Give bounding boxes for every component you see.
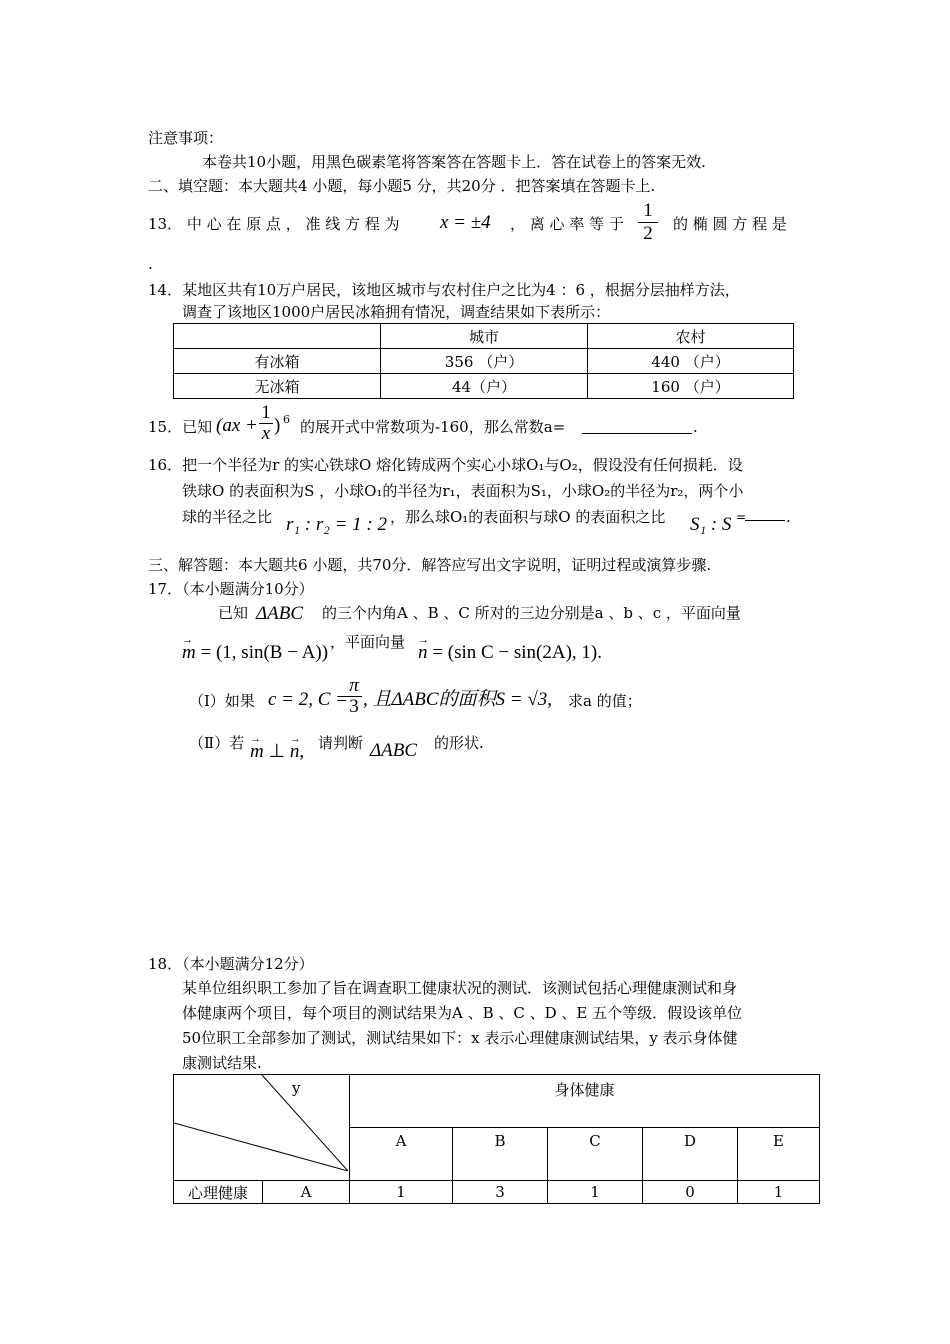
q16-answer-blank[interactable] (745, 520, 785, 521)
notice-title: 注意事项： (148, 129, 224, 147)
column-header: D (643, 1128, 738, 1181)
vector-m-expression: = (1, sin(B − A)) (200, 642, 329, 663)
q18-line2: 体健康两个项目，每个项目的测试结果为A 、B 、C 、D 、E 五个等级．假设该单位 (182, 1004, 743, 1022)
q15-expr-a: (ax + (216, 415, 258, 436)
corner-diagonal-lines (174, 1075, 348, 1171)
column-header: B (453, 1128, 548, 1181)
vector-m-symbol: → m (250, 742, 264, 762)
q13-eccentricity-fraction (638, 200, 658, 245)
q15-answer-blank[interactable] (582, 433, 692, 434)
q16-ratio2: S₁ : S (690, 514, 732, 535)
table-corner-cell (174, 1075, 350, 1181)
row-label: A (263, 1181, 350, 1204)
vector-m-symbol: → m (182, 643, 196, 663)
q15-text: 的展开式中常数项为-160，那么常数a= (300, 418, 566, 436)
table-cell: 44（户） (381, 374, 588, 399)
q15-label: 15．已知 (148, 418, 213, 436)
q15-end: . (693, 418, 698, 436)
table-row (174, 1181, 820, 1204)
vector-n-symbol: → n (418, 643, 428, 663)
q15-expr-b: ) (274, 415, 281, 436)
q17-part1-label: （Ⅰ）如果 (189, 692, 255, 710)
column-header: A (350, 1128, 453, 1181)
corner-y-label: y (292, 1079, 301, 1097)
q13-text-b: ， 离 心 率 等 于 (510, 215, 624, 233)
q17-pi-fraction (346, 676, 362, 717)
q17-part2-text: 请判断 (318, 734, 364, 752)
table-row (174, 374, 794, 399)
q14-table (173, 323, 794, 399)
q16-ratio: r₁ : r₂ = 1 : 2 (286, 514, 387, 535)
vector-n-expression: = (sin C − sin(2A), 1). (432, 642, 603, 663)
q16-equals: = (736, 510, 747, 524)
table-cell: 农村 (588, 324, 794, 349)
q17-line1-a: 已知 (218, 604, 249, 622)
q15-fraction (259, 403, 273, 444)
q17-part2-tail: 的形状. (434, 734, 484, 752)
q13-text-c: 的 椭 圆 方 程 是 (673, 215, 787, 233)
group-header-physical-health: 身体健康 (350, 1075, 820, 1128)
row-group-mental-health: 心理健康 (174, 1181, 263, 1204)
q15-exponent: 6 (283, 413, 290, 426)
table-cell: 有冰箱 (174, 349, 381, 374)
table-cell: 1 (548, 1181, 643, 1204)
vector-n-symbol: → n (290, 742, 300, 762)
q15-frac-den: x (259, 423, 273, 444)
table-cell: 356 （户） (381, 349, 588, 374)
table-cell: 城市 (381, 324, 588, 349)
q17-part1-tail: 求a 的值； (568, 692, 642, 710)
notice-line: 本卷共10小题，用黑色碳素笔将答案答在答题卡上．答在试卷上的答案无效. (202, 153, 706, 171)
part2-comma: , (299, 741, 305, 762)
table-cell: 3 (453, 1181, 548, 1204)
q17-part2-triangle: ΔABC (370, 740, 418, 761)
q17-label: 17．（本小题满分10分） (148, 580, 314, 598)
q18-line4: 康测试结果. (182, 1054, 262, 1072)
q18-line1: 某单位组织职工参加了旨在调查职工健康状况的测试．该测试包括心理健康测试和身 (182, 979, 738, 997)
q13-frac-den: 2 (638, 222, 658, 245)
q18-table (173, 1074, 820, 1204)
q18-line3: 50位职工全部参加了测试，测试结果如下：x 表示心理健康测试结果，y 表示身体健 (182, 1029, 738, 1047)
q17-line1-b: 的三个内角A 、B 、C 所对的三边分别是a 、b 、c ，平面向量 (322, 604, 741, 622)
q14-line1: 14．某地区共有10万户居民，该地区城市与农村住户之比为4 ：6 ，根据分层抽样方法， (148, 281, 740, 299)
q17-part2-math (250, 742, 304, 762)
q13-text-a: 13． 中 心 在 原 点 ， 准 线 方 程 为 (148, 215, 400, 233)
table-cell: 440 （户） (588, 349, 794, 374)
table-cell: 1 (350, 1181, 453, 1204)
table-cell: 无冰箱 (174, 374, 381, 399)
table-row (174, 349, 794, 374)
q17-part1-math-b: , 且ΔABC的面积S = √3, (363, 689, 553, 710)
q17-pi-den: 3 (346, 696, 362, 717)
perpendicular-symbol: ⊥ (268, 741, 286, 762)
q16-end: . (786, 508, 791, 526)
q16-line1: 16．把一个半径为r 的实心铁球O 熔化铸成两个实心小球O₁与O₂，假设没有任何损耗．设 (148, 456, 743, 474)
q16-line3-b: ，那么球O₁的表面积与球O 的表面积之比 (390, 508, 666, 526)
q17-comma-text: ，平面向量 (330, 633, 406, 651)
q13-directrix: x = ±4 (440, 212, 491, 233)
q17-vector-m (182, 643, 328, 663)
q16-line2: 铁球O 的表面积为S ，小球O₁的半径为r₁，表面积为S₁，小球O₂的半径为r₂，两个小 (182, 482, 744, 500)
table-cell: 1 (738, 1181, 820, 1204)
table-cell: 160 （户） (588, 374, 794, 399)
q17-pi-num: π (349, 675, 359, 696)
column-header: E (738, 1128, 820, 1181)
q17-part1-math-a: c = 2, C = (268, 689, 348, 710)
section-2-heading: 二、填空题：本大题共4 小题，每小题5 分，共20分 ．把答案填在答题卡上. (148, 177, 656, 195)
q14-line2: 调查了该地区1000户居民冰箱拥有情况，调查结果如下表所示： (182, 303, 611, 321)
table-cell (174, 324, 381, 349)
q17-part2-label: （Ⅱ）若 (189, 734, 245, 752)
q13-frac-num: 1 (643, 200, 653, 221)
section-3-heading: 三、解答题：本大题共6 小题，共70分．解答应写出文字说明，证明过程或演算步骤. (148, 556, 712, 574)
q15-frac-num: 1 (261, 402, 271, 423)
table-header-row (174, 324, 794, 349)
q17-triangle: ΔABC (256, 603, 304, 624)
table-cell: 0 (643, 1181, 738, 1204)
q18-label: 18．（本小题满分12分） (148, 955, 314, 973)
table-header-row (174, 1075, 820, 1128)
column-header: C (548, 1128, 643, 1181)
q13-dot: . (148, 255, 153, 273)
q17-vector-n (418, 643, 602, 663)
q16-line3-a: 球的半径之比 (182, 508, 273, 526)
